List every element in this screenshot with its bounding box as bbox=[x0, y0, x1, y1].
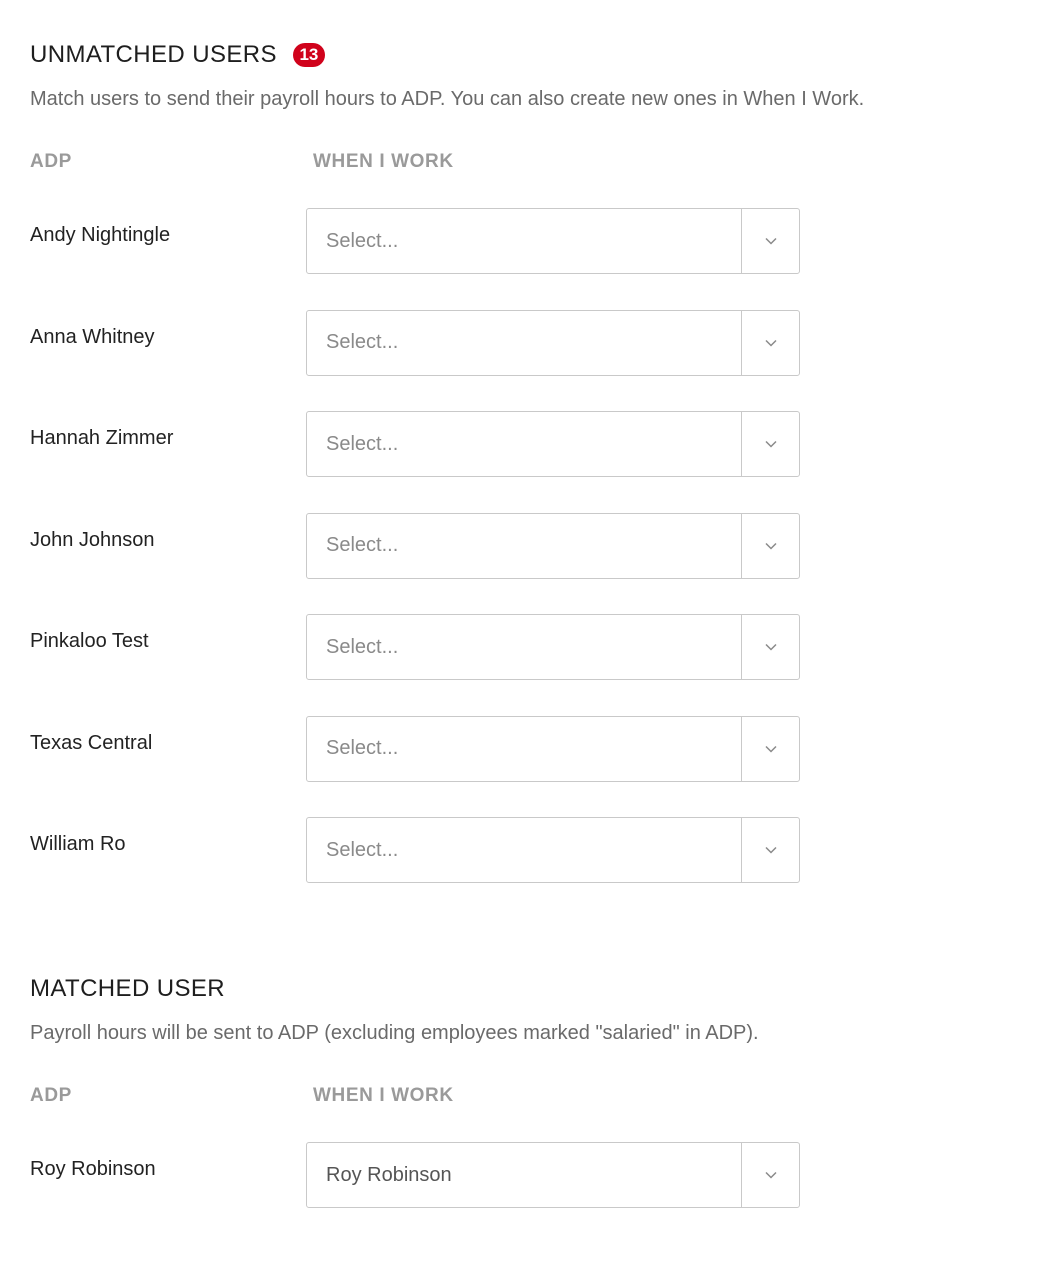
unmatched-users-description: Match users to send their payroll hours to ADP. You can also create new ones in When I Work. bbox=[30, 88, 865, 110]
chevron-down-icon bbox=[765, 1171, 777, 1179]
user-match-row bbox=[30, 411, 1020, 477]
select-value: Select... bbox=[326, 635, 399, 658]
dropdown-toggle-button[interactable] bbox=[741, 818, 799, 882]
dropdown-toggle-button[interactable] bbox=[741, 209, 799, 273]
dropdown-toggle-button[interactable] bbox=[741, 717, 799, 781]
adp-user-name: Pinkaloo Test bbox=[30, 630, 149, 652]
adp-user-name: John Johnson bbox=[30, 528, 155, 551]
chevron-down-icon bbox=[765, 643, 777, 651]
select-value: Select... bbox=[326, 838, 399, 861]
adp-user-name: Anna Whitney bbox=[30, 325, 155, 348]
when-i-work-user-select[interactable] bbox=[306, 411, 800, 477]
dropdown-toggle-button[interactable] bbox=[741, 514, 799, 578]
chevron-down-icon bbox=[765, 542, 777, 550]
user-match-row bbox=[30, 513, 1020, 579]
matched-user-header bbox=[30, 972, 1020, 1006]
unmatched-users-title: UNMATCHED USERS bbox=[30, 41, 277, 68]
chevron-down-icon bbox=[765, 846, 777, 854]
unmatched-user-list bbox=[30, 208, 1020, 883]
select-value: Roy Robinson bbox=[326, 1163, 452, 1186]
user-match-row bbox=[30, 716, 1020, 782]
column-header-when-i-work: WHEN I WORK bbox=[313, 1085, 454, 1106]
adp-user-name: William Ro bbox=[30, 833, 126, 855]
when-i-work-user-select[interactable] bbox=[306, 614, 800, 680]
unmatched-count-badge: 13 bbox=[293, 43, 325, 67]
select-value: Select... bbox=[326, 432, 399, 455]
matched-user-list bbox=[30, 1142, 1020, 1208]
column-header-adp: ADP bbox=[30, 1085, 72, 1106]
column-header-when-i-work: WHEN I WORK bbox=[313, 151, 454, 172]
when-i-work-user-select[interactable] bbox=[306, 817, 800, 883]
chevron-down-icon bbox=[765, 440, 777, 448]
select-value: Select... bbox=[326, 737, 399, 759]
select-value: Select... bbox=[326, 331, 399, 353]
matched-user-title: MATCHED USER bbox=[30, 975, 226, 1002]
when-i-work-user-select[interactable] bbox=[306, 513, 800, 579]
chevron-down-icon bbox=[765, 237, 777, 245]
user-match-row bbox=[30, 310, 1020, 376]
dropdown-toggle-button[interactable] bbox=[741, 412, 799, 476]
adp-user-name: Roy Robinson bbox=[30, 1158, 156, 1180]
adp-user-name: Texas Central bbox=[30, 731, 153, 754]
matched-column-headers bbox=[30, 1085, 1020, 1109]
matched-user-section bbox=[30, 972, 1020, 1208]
chevron-down-icon bbox=[765, 745, 777, 753]
user-match-row bbox=[30, 817, 1020, 883]
adp-user-name: Hannah Zimmer bbox=[30, 427, 174, 449]
dropdown-toggle-button[interactable] bbox=[741, 311, 799, 375]
dropdown-toggle-button[interactable] bbox=[741, 1143, 799, 1207]
when-i-work-user-select[interactable] bbox=[306, 208, 800, 274]
user-match-row bbox=[30, 208, 1020, 274]
when-i-work-user-select[interactable] bbox=[306, 310, 800, 376]
select-value: Select... bbox=[326, 229, 399, 252]
user-match-row bbox=[30, 614, 1020, 680]
adp-user-name: Andy Nightingle bbox=[30, 224, 171, 246]
unmatched-users-section bbox=[30, 38, 1020, 883]
when-i-work-user-select[interactable] bbox=[306, 1142, 800, 1208]
column-header-adp: ADP bbox=[30, 151, 72, 172]
dropdown-toggle-button[interactable] bbox=[741, 615, 799, 679]
matched-user-description: Payroll hours will be sent to ADP (excluding employees marked "salaried" in ADP). bbox=[30, 1022, 759, 1044]
select-value: Select... bbox=[326, 534, 399, 556]
chevron-down-icon bbox=[765, 339, 777, 347]
when-i-work-user-select[interactable] bbox=[306, 716, 800, 782]
user-match-row bbox=[30, 1142, 1020, 1208]
unmatched-users-header bbox=[30, 38, 1020, 72]
unmatched-column-headers bbox=[30, 151, 1020, 175]
